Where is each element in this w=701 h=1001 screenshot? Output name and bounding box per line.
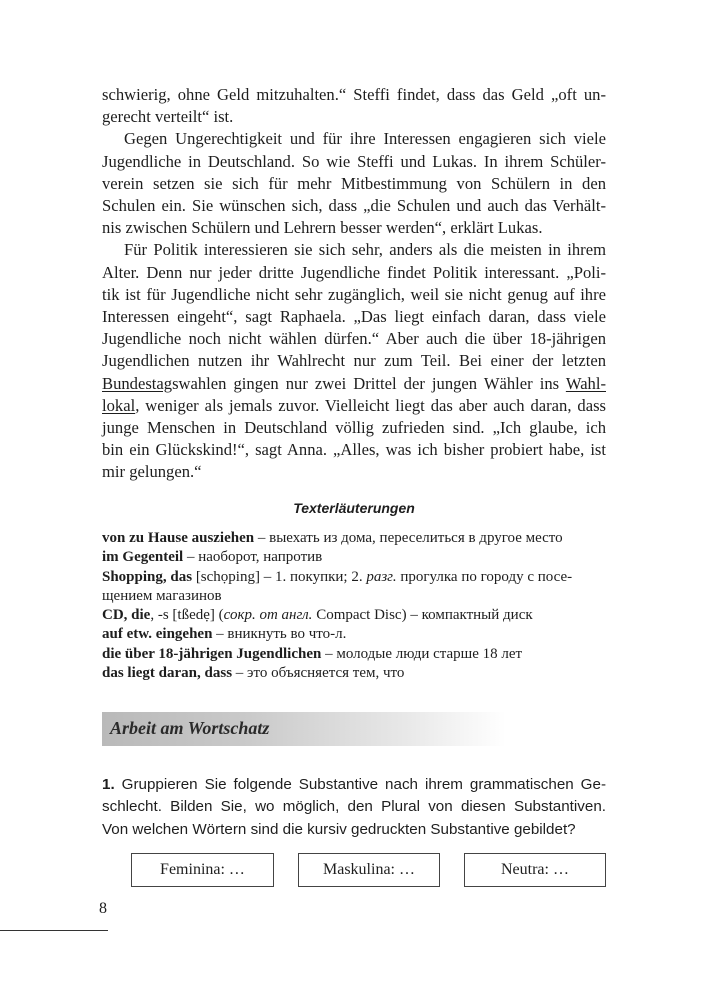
body-line: verein setzen sie sich für mehr Mitbestimmung von Schülern in den <box>102 173 606 193</box>
glossary <box>102 529 606 683</box>
page-number: 8 <box>99 900 107 917</box>
underlined-word: lokal <box>102 395 136 415</box>
neutra-box: Neutra: … <box>464 853 606 887</box>
body-line: Gegen Ungerechtigkeit und für ihre Interessen engagieren sich viele <box>124 129 606 149</box>
body-line: Jugendliche noch nicht wählen dürfen.“ Aber auch die über 18-jährigen <box>102 329 606 349</box>
glossary-entry-continuation: щением магазинов <box>102 587 222 604</box>
body-line: tik ist für Jugendliche nicht sehr zugänglich, weil sie nicht genug auf ihre <box>102 284 606 304</box>
section-title: Arbeit am Wortschatz <box>110 718 270 738</box>
underlined-word: Bundestag <box>102 373 173 393</box>
footer-rule <box>0 930 108 931</box>
glossary-entry: von zu Hause ausziehen – выехать из дома, переселиться в другое место <box>102 530 563 546</box>
feminina-box: Feminina: … <box>131 853 274 887</box>
glossary-entry: CD, die, -s [tßedẹ] (сокр. от англ. Compact Disc) – компактный диск <box>102 607 533 624</box>
task-line: 1. Gruppieren Sie folgende Substantive nach ihrem grammatischen Ge- <box>102 776 606 793</box>
task-number: 1. <box>102 776 115 793</box>
task-line: Von welchen Wörtern sind die kursiv gedruckten Substantive gebildet? <box>102 820 576 838</box>
body-line: Jugendlichen nutzen ihr Wahlrecht nur zum Teil. Bei einer der letzten <box>102 351 606 371</box>
maskulina-box: Maskulina: … <box>298 853 440 887</box>
body-line: Bundestagswahlen gingen nur zwei Drittel der jungen Wähler ins Wahl- <box>102 373 606 393</box>
section-banner <box>102 712 506 746</box>
glossary-title: Texterläuterungen <box>293 500 415 516</box>
body-line: Für Politik interessieren sie sich sehr, anders als die meisten in ihrem <box>124 240 606 260</box>
body-line: gerecht verteilt“ ist. <box>102 107 234 127</box>
exercise-task <box>102 774 606 841</box>
underlined-word: Wahl- <box>565 373 606 393</box>
body-line: mir gelungen.“ <box>102 462 202 482</box>
glossary-entry: das liegt daran, dass – это объясняется тем, что <box>102 665 405 682</box>
body-line: Interessen eingeht“, sagt Raphaela. „Das liegt einfach daran, dass viele <box>102 307 606 327</box>
body-line: schwierig, ohne Geld mitzuhalten.“ Steffi findet, dass das Geld „oft un- <box>102 85 606 104</box>
body-line: nis zwischen Schülern und Lehrern besser werden“, erklärt Lukas. <box>102 218 543 238</box>
body-line: Alter. Denn nur jeder dritte Jugendliche findet Politik interessant. „Poli- <box>102 262 606 282</box>
body-line: Jugendliche in Deutschland. So wie Steffi und Lukas. In ihrem Schüler- <box>102 151 606 171</box>
body-line: Schulen ein. Sie wünschen sich, dass „die Schulen und auch das Verhält- <box>102 196 606 216</box>
glossary-entry: im Gegenteil – наоборот, напротив <box>102 549 323 566</box>
glossary-entry: auf etw. eingehen – вникнуть во что-л. <box>102 626 347 643</box>
body-line: bin ein Glückskind!“, sagt Anna. „Alles, was ich bisher probiert habe, ist <box>102 440 606 460</box>
glossary-entry: die über 18-jährigen Jugendlichen – молодые люди старше 18 лет <box>102 645 523 662</box>
body-line: lokal, weniger als jemals zuvor. Vielleicht liegt das aber auch daran, dass <box>102 395 606 415</box>
article-body <box>102 84 606 484</box>
glossary-entry: Shopping, das [schọping] – 1. покупки; 2. разг. прогулка по городу с посе- <box>102 568 573 585</box>
task-line: schlecht. Bilden Sie, wo möglich, den Plural von diesen Substantiven. <box>102 798 606 816</box>
body-line: junge Menschen in Deutschland völlig zufrieden sind. „Ich glaube, ich <box>102 418 606 438</box>
